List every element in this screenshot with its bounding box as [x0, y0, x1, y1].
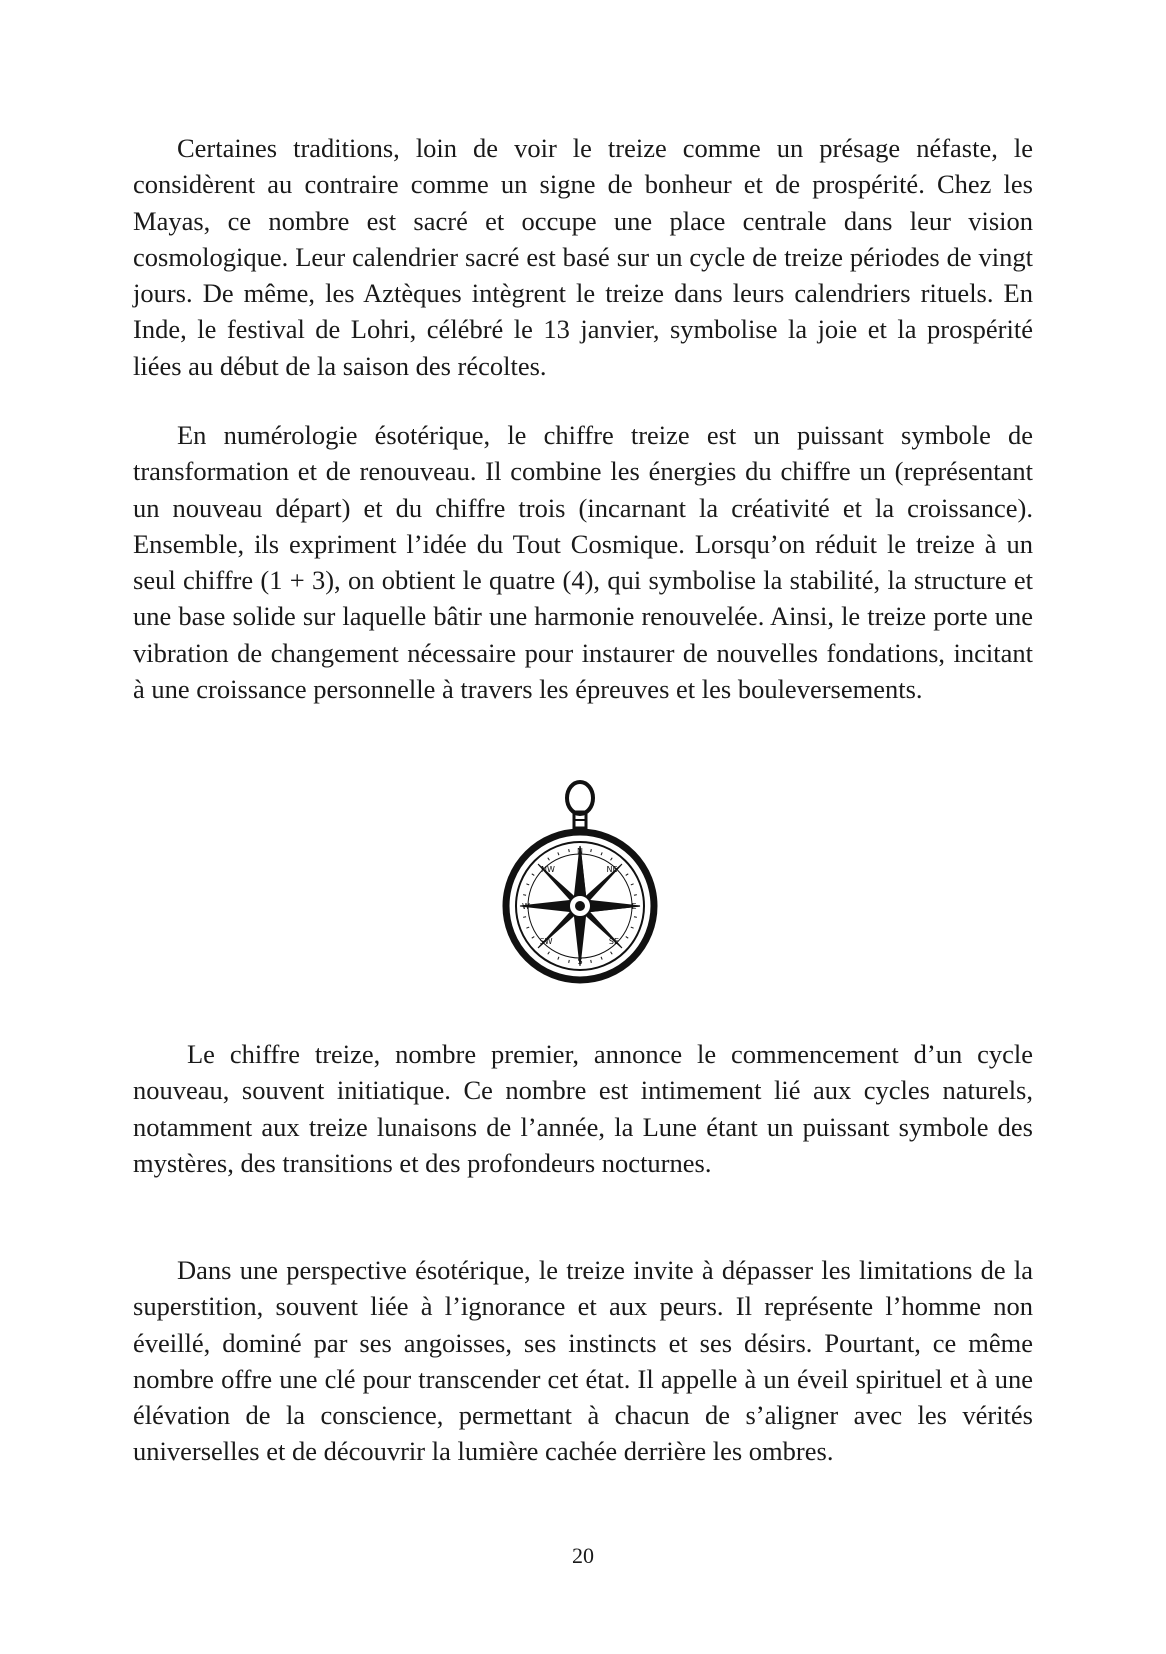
compass-label-e: E: [631, 902, 637, 911]
paragraph-traditions: Certaines traditions, loin de voir le treize comme un présage néfaste, le considèrent au contraire comme un signe de bonheur et de prospérité. Chez les Mayas, ce nombre est sacré et occupe une place centrale dans leur vision cosmologique. Leur calendrier sacré est basé sur un cycle de treize périodes de vingt jours. De même, les Aztèques intègrent le treize dans leurs calendriers rituels. En Inde, le festival de Lohri, célébré le 13 janvier, symbolise la joie et la prospérité liées au début de la saison des récoltes.: [133, 133, 1033, 381]
paragraph-perspective-esoterique: Dans une perspective ésotérique, le treize invite à dépasser les limitations de la superstition, souvent liée à l’ignorance et aux peurs. Il représente l’homme non éveillé, dominé par ses angoisses, ses instincts et ses désirs. Pourtant, ce même nombre offre une clé pour transcender cet état. Il appelle à un éveil spirituel et à une élévation de la conscience, permettant à chacun de s’aligner avec les vérités universelles et de découvrir la lumière cachée derrière les ombres.: [133, 1255, 1033, 1467]
paragraph-cycle-nouveau: Le chiffre treize, nombre premier, annonce le commencement d’un cycle nouveau, souvent initiatique. Ce nombre est intimement lié aux cycles naturels, notamment aux treize lunaisons de l’année, la Lune étant un puissant symbole des mystères, des transitions et des profondeurs nocturnes.: [133, 1039, 1033, 1178]
compass-label-se: SE: [608, 937, 620, 946]
compass-label-nw: NW: [541, 865, 555, 874]
page-number: 20: [572, 1543, 594, 1568]
compass-label-sw: SW: [539, 937, 553, 946]
compass-label-ne: NE: [606, 865, 618, 874]
compass-label-s: S: [577, 957, 583, 966]
paragraph-numerologie: En numérologie ésotérique, le chiffre treize est un puissant symbole de transformation et de renouveau. Il combine les énergies du chiffre un (représentant un nouveau départ) et du chiffre trois (incarnant la créativité et la croissance). Ensemble, ils expriment l’idée du Tout Cosmique. Lorsqu’on réduit le treize à un seul chiffre (1 + 3), on obtient le quatre (4), qui symbolise la stabilité, la structure et une base solide sur laquelle bâtir une harmonie renouvelée. Ainsi, le treize porte une vibration de changement nécessaire pour instaurer de nouvelles fondations, incitant à une croissance personnelle à travers les épreuves et les bouleversements.: [133, 420, 1033, 705]
compass-label-w: W: [522, 902, 530, 911]
compass-icon: [500, 780, 660, 990]
compass-illustration: [500, 780, 660, 990]
compass-label-n: N: [577, 847, 583, 856]
